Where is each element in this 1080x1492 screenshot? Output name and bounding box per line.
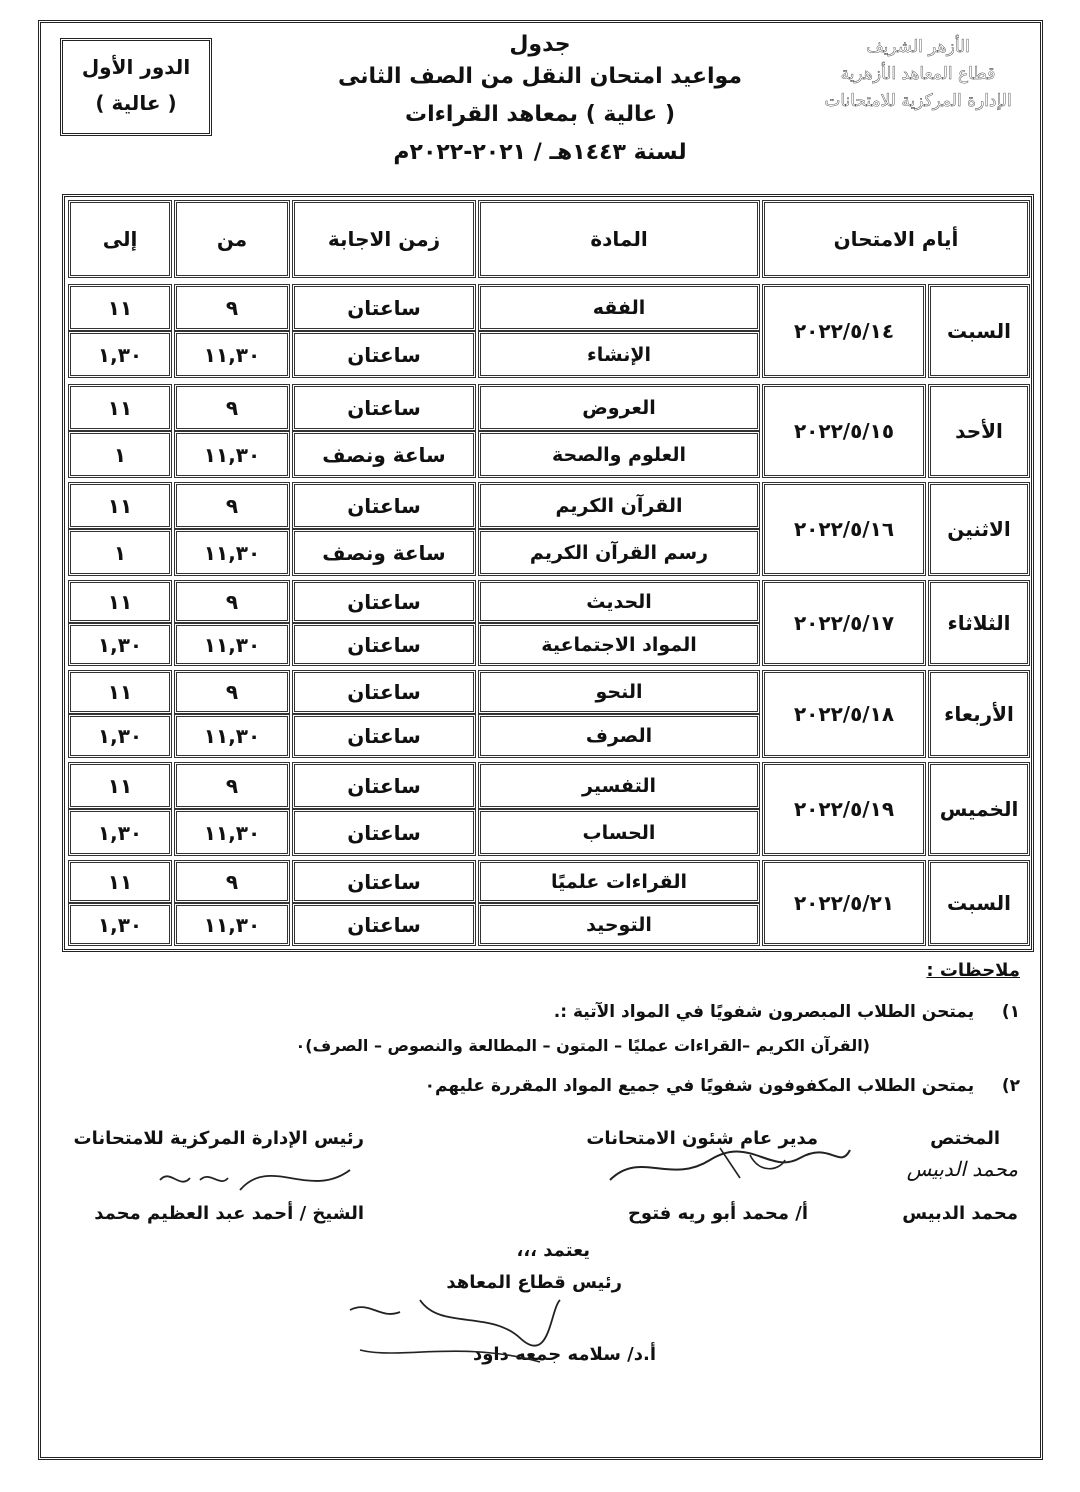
start-time-cell: ١١,٣٠	[174, 809, 290, 856]
note-text: يمتحن الطلاب المبصرون شفويًا في المواد الآتية :.	[553, 1002, 975, 1022]
specialist-signature: محمد الدبيس	[906, 1157, 1018, 1181]
specialist-name: محمد الدبيس	[902, 1203, 1018, 1224]
exam-date: ٢٠٢٢/٥/١٨	[762, 670, 926, 758]
header-exam-days: أيام الامتحان	[762, 200, 1030, 278]
approval-label: يعتمد ،،،	[516, 1240, 590, 1261]
header-duration: زمن الاجابة	[292, 200, 476, 278]
duration-cell: ساعتان	[292, 762, 476, 809]
duration-cell: ساعتان	[292, 809, 476, 856]
start-time-cell: ٩	[174, 284, 290, 331]
end-time-cell: ١١	[68, 762, 172, 809]
end-time-cell: ١,٣٠	[68, 809, 172, 856]
logo-line-2: قطاع المعاهد الأزهرية	[840, 64, 996, 84]
head-signature-scrawl	[150, 1150, 370, 1210]
header-from: من	[174, 200, 290, 278]
duration-cell: ساعتان	[292, 903, 476, 946]
start-time-cell: ١١,٣٠	[174, 714, 290, 758]
exam-date: ٢٠٢٢/٥/١٩	[762, 762, 926, 856]
start-time-cell: ٩	[174, 860, 290, 903]
duration-cell: ساعتان	[292, 860, 476, 903]
subject-cell: العلوم والصحة	[478, 431, 760, 478]
end-time-cell: ١,٣٠	[68, 714, 172, 758]
sector-head-signature-scrawl	[340, 1290, 570, 1370]
note-item-2	[120, 1069, 1020, 1103]
subject-cell: المواد الاجتماعية	[478, 623, 760, 666]
end-time-cell: ١,٣٠	[68, 331, 172, 378]
subject-cell: رسم القرآن الكريم	[478, 529, 760, 576]
duration-cell: ساعتان	[292, 331, 476, 378]
subject-cell: الحديث	[478, 580, 760, 623]
start-time-cell: ٩	[174, 762, 290, 809]
title-line-3: ( عالية ) بمعاهد القراءات	[404, 102, 676, 127]
central-admin-head-title: رئيس الإدارة المركزية للامتحانات	[73, 1128, 364, 1149]
exam-day: السبت	[928, 860, 1030, 946]
header-to: إلى	[68, 200, 172, 278]
session-line-1: الدور الأول	[81, 55, 191, 79]
duration-cell: ساعتان	[292, 482, 476, 529]
subject-cell: الصرف	[478, 714, 760, 758]
start-time-cell: ٩	[174, 670, 290, 714]
duration-cell: ساعتان	[292, 284, 476, 331]
logo-line-3: الإدارة المركزية للامتحانات	[824, 91, 1012, 111]
duration-cell: ساعتان	[292, 714, 476, 758]
note-number: ٢)	[1001, 1076, 1020, 1096]
end-time-cell: ١١	[68, 384, 172, 431]
duration-cell: ساعتان	[292, 580, 476, 623]
exam-day: الخميس	[928, 762, 1030, 856]
end-time-cell: ١١	[68, 860, 172, 903]
end-time-cell: ١١	[68, 284, 172, 331]
sector-head-title: رئيس قطاع المعاهد	[446, 1272, 622, 1293]
end-time-cell: ١	[68, 431, 172, 478]
session-line-2: ( عالية )	[95, 91, 177, 115]
exam-date: ٢٠٢٢/٥/١٦	[762, 482, 926, 576]
title-line-4: لسنة ١٤٤٣هـ / ٢٠٢١-٢٠٢٢م	[393, 140, 687, 165]
start-time-cell: ١١,٣٠	[174, 903, 290, 946]
note-text: يمتحن الطلاب المكفوفون شفويًا في جميع المواد المقررة عليهم٠	[424, 1076, 975, 1096]
note-number: ١)	[1001, 1002, 1020, 1022]
start-time-cell: ٩	[174, 580, 290, 623]
end-time-cell: ١١	[68, 580, 172, 623]
subject-cell: التفسير	[478, 762, 760, 809]
notes-section	[120, 960, 1020, 1103]
subject-cell: العروض	[478, 384, 760, 431]
end-time-cell: ١١	[68, 670, 172, 714]
azhar-logo	[802, 34, 1034, 126]
title-line-1: جدول	[509, 32, 571, 57]
note-item-1-detail	[120, 1029, 1020, 1063]
subject-cell: الفقه	[478, 284, 760, 331]
start-time-cell: ١١,٣٠	[174, 529, 290, 576]
specialist-title: المختص	[930, 1128, 1000, 1149]
end-time-cell: ١	[68, 529, 172, 576]
subject-cell: الإنشاء	[478, 331, 760, 378]
exam-date: ٢٠٢٢/٥/١٧	[762, 580, 926, 666]
notes-label: ملاحظات :	[926, 960, 1020, 981]
sector-head-name: أ.د/ سلامه جمعه داود	[473, 1344, 656, 1365]
title-line-2: مواعيد امتحان النقل من الصف الثانى	[338, 64, 742, 89]
central-admin-head-name: الشيخ / أحمد عبد العظيم محمد	[94, 1203, 364, 1224]
subject-cell: النحو	[478, 670, 760, 714]
start-time-cell: ٩	[174, 384, 290, 431]
exam-date: ٢٠٢٢/٥/١٥	[762, 384, 926, 478]
duration-cell: ساعة ونصف	[292, 529, 476, 576]
exam-date: ٢٠٢٢/٥/١٤	[762, 284, 926, 378]
document-title	[330, 32, 750, 172]
exam-day: السبت	[928, 284, 1030, 378]
exam-day: الثلاثاء	[928, 580, 1030, 666]
start-time-cell: ١١,٣٠	[174, 431, 290, 478]
end-time-cell: ١,٣٠	[68, 903, 172, 946]
start-time-cell: ٩	[174, 482, 290, 529]
exam-day: الاثنين	[928, 482, 1030, 576]
subject-cell: التوحيد	[478, 903, 760, 946]
end-time-cell: ١,٣٠	[68, 623, 172, 666]
start-time-cell: ١١,٣٠	[174, 331, 290, 378]
director-title: مدير عام شئون الامتحانات	[586, 1128, 818, 1149]
duration-cell: ساعة ونصف	[292, 431, 476, 478]
duration-cell: ساعتان	[292, 623, 476, 666]
subject-cell: الحساب	[478, 809, 760, 856]
start-time-cell: ١١,٣٠	[174, 623, 290, 666]
exam-day: الأربعاء	[928, 670, 1030, 758]
director-name: أ/ محمد أبو ريه فتوح	[627, 1203, 808, 1224]
note-item-1	[120, 995, 1020, 1029]
logo-line-1: الأزهر الشريف	[866, 37, 970, 57]
director-signature-scrawl	[600, 1130, 860, 1200]
subject-cell: القراءات علميًا	[478, 860, 760, 903]
subject-cell: القرآن الكريم	[478, 482, 760, 529]
duration-cell: ساعتان	[292, 670, 476, 714]
duration-cell: ساعتان	[292, 384, 476, 431]
note-text: (القرآن الكريم –القراءات عمليًا – المتون – المطالعة والنصوص – الصرف)٠	[295, 1036, 870, 1055]
exam-date: ٢٠٢٢/٥/٢١	[762, 860, 926, 946]
end-time-cell: ١١	[68, 482, 172, 529]
header-subject: المادة	[478, 200, 760, 278]
session-box	[60, 38, 212, 136]
exam-day: الأحد	[928, 384, 1030, 478]
